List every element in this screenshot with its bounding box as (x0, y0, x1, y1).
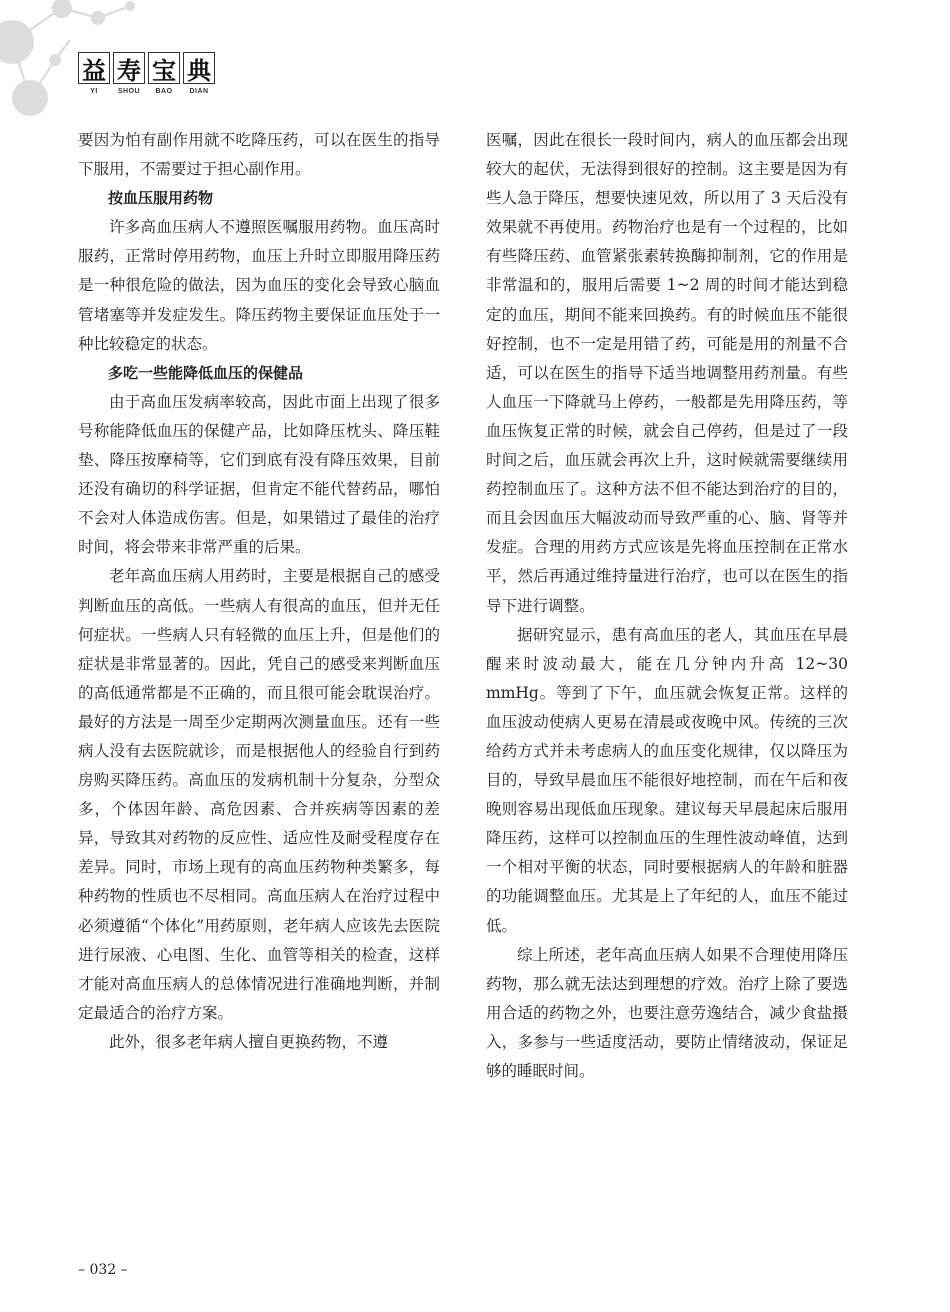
logo-pinyin: YI (90, 88, 98, 95)
paragraph: 由于高血压发病率较高，因此市面上出现了很多号称能降低血压的保健产品，比如降压枕头、降压鞋垫、降压按摩椅等，它们到底有没有降压效果，目前还没有确切的科学证据，但肯定不能代替药品，哪怕不会对人体造成伤害。但是，如果错过了最佳的治疗时间，将会带来非常严重的后果。 (78, 392, 440, 557)
logo-pinyin: SHOU (117, 88, 141, 95)
right-column (486, 126, 848, 1086)
magazine-logo (78, 52, 215, 95)
logo-pinyin: BAO (155, 88, 173, 95)
paragraph: 医嘱，因此在很长一段时间内，病人的血压都会出现较大的起伏，无法得到很好的控制。这主要是因为有些人急于降压，想要快速见效，所以用了 3 天后没有效果就不再使用。药物治疗也是有一个过程的，比如有些降压药、血管紧张素转换酶抑制剂，它的作用是非常温和的，服用后需要 1~2 周的时间才能达到稳定的血压，期间不能来回换药。有的时候血压不能很好控制，也不一定是用错了药，可能是用的剂量不合适，可以在医生的指导下适当地调整用药剂量。有些人血压一下降就马上停药，一般都是先用降压药，等血压恢复正常的时候，就会自己停药，但是过了一段时间之后，血压就会再次上升，这时候就需要继续用药控制血压了。这种方法不但不能达到治疗的目的，而且会因血压大幅波动而导致严重的心、脑、肾等并发症。合理的用药方式应该是先将血压控制在正常水平，然后再通过维持量进行治疗，也可以在医生的指导下进行调整。 (486, 131, 848, 615)
paragraph: 许多高血压病人不遵照医嘱服用药物。血压高时服药，正常时停用药物，血压上升时立即服用降压药是一种很危险的做法，因为血压的变化会导致心脑血管堵塞等并发症发生。降压药物主要保证血压处于一种比较稳定的状态。 (78, 218, 440, 353)
section-heading: 按血压服用药物 (108, 189, 214, 208)
logo-pinyin: DIAN (189, 88, 209, 95)
page-number: – 032 – (78, 1262, 128, 1278)
logo-char: 典 (183, 52, 215, 84)
paragraph: 据研究显示，患有高血压的老人，其血压在早晨醒来时波动最大，能在几分钟内升高 12~30 mmHg。等到了下午，血压就会恢复正常。这样的血压波动使病人更易在清晨或夜晚中风。传统的三次给药方式并未考虑病人的血压变化规律，仅以降压为目的，导致早晨血压不能很好地控制，而在午后和夜晚则容易出现低血压现象。建议每天早晨起床后服用降压药，这样可以控制血压的生理性波动峰值，达到一个相对平衡的状态，同时要根据病人的年龄和脏器的功能调整血压。尤其是上了年纪的人，血压不能过低。 (486, 625, 848, 935)
left-column (78, 126, 440, 1057)
logo-char: 寿 (113, 52, 145, 84)
logo-char: 宝 (148, 52, 180, 84)
paragraph: 要因为怕有副作用就不吃降压药，可以在医生的指导下服用，不需要过于担心副作用。 (78, 131, 440, 179)
section-heading: 多吃一些能降低血压的保健品 (108, 363, 304, 382)
paragraph: 此外，很多老年病人擅自更换药物，不遵 (109, 1032, 389, 1051)
paragraph: 老年高血压病人用药时，主要是根据自己的感受判断血压的高低。一些病人有很高的血压，但并无任何症状。一些病人只有轻微的血压上升，但是他们的症状是非常显著的。因此，凭自己的感受来判断血压的高低通常都是不正确的，而且很可能会耽误治疗。最好的方法是一周至少定期两次测量血压。还有一些病人没有去医院就诊，而是根据他人的经验自行到药房购买降压药。高血压的发病机制十分复杂，分型众多，个体因年龄、高危因素、合并疾病等因素的差异，导致其对药物的反应性、适应性及耐受程度存在差异。同时，市场上现有的高血压药物种类繁多，每种药物的性质也不尽相同。高血压病人在治疗过程中必须遵循“个体化”用药原则，老年病人应该先去医院进行尿液、心电图、生化、血管等相关的检查，这样才能对高血压病人的总体情况进行准确地判断，并制定最适合的治疗方案。 (78, 567, 440, 1022)
paragraph: 综上所述，老年高血压病人如果不合理使用降压药物，那么就无法达到理想的疗效。治疗上除了要选用合适的药物之外，也要注意劳逸结合，减少食盐摄入，多参与一些适度活动，要防止情绪波动，保证足够的睡眠时间。 (486, 945, 848, 1080)
logo-char: 益 (78, 52, 110, 84)
